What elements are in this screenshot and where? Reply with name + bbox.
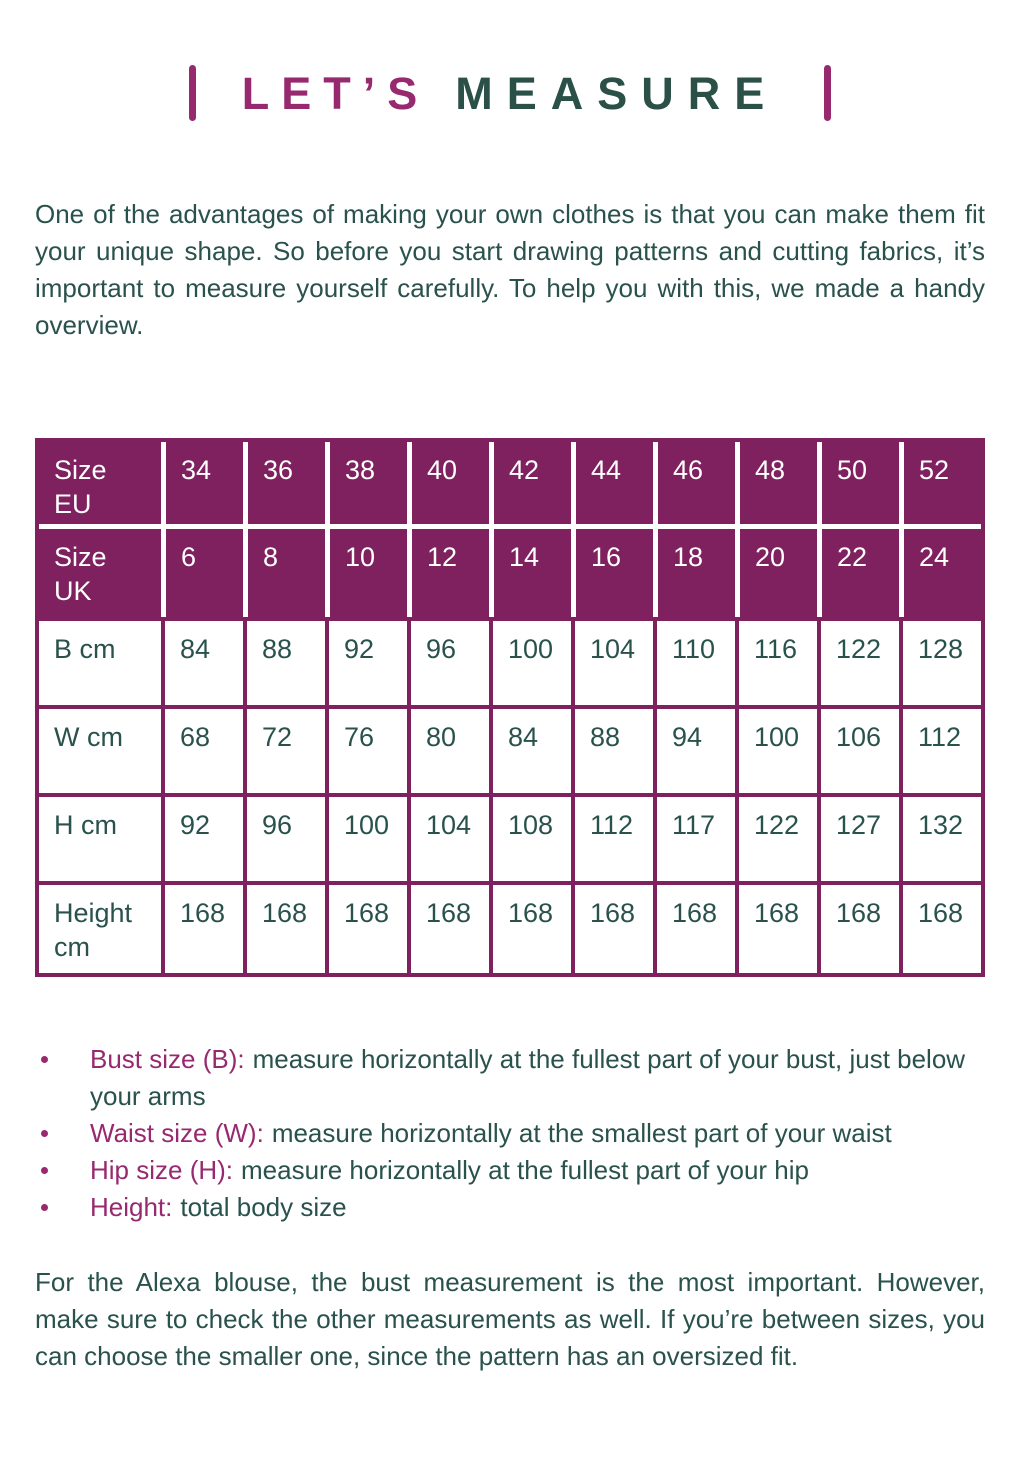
size-table	[35, 438, 985, 977]
table-cell: 106	[821, 709, 899, 793]
row-label: Size UK	[39, 529, 161, 617]
table-cell: 36	[248, 442, 325, 524]
table-cell: 168	[493, 885, 571, 973]
table-cell: 80	[411, 709, 489, 793]
table-cell: 104	[575, 621, 653, 705]
table-cell: 8	[248, 529, 325, 617]
table-cell: 168	[329, 885, 407, 973]
table-cell: 84	[493, 709, 571, 793]
table-cell: 100	[493, 621, 571, 705]
title-word-lets: LET’S	[241, 67, 430, 119]
table-cell: 116	[739, 621, 817, 705]
title-bar-right-icon	[824, 65, 831, 121]
list-item	[35, 1115, 985, 1152]
table-cell: 72	[247, 709, 325, 793]
table-cell: 52	[904, 442, 981, 524]
table-header-group	[39, 442, 981, 617]
table-cell: 76	[329, 709, 407, 793]
table-cell: 104	[411, 797, 489, 881]
table-cell: 40	[412, 442, 489, 524]
bullet-text: measure horizontally at the smallest part of your waist	[271, 1118, 892, 1148]
table-cell: 92	[165, 797, 243, 881]
table-cell: 10	[330, 529, 407, 617]
table-cell: 92	[329, 621, 407, 705]
table-cell: 108	[493, 797, 571, 881]
table-cell: 112	[575, 797, 653, 881]
table-cell: 14	[494, 529, 571, 617]
table-cell: 22	[822, 529, 899, 617]
table-row	[39, 709, 981, 793]
table-cell: 20	[740, 529, 817, 617]
list-item	[35, 1189, 985, 1226]
table-cell: 94	[657, 709, 735, 793]
title-word-measure: MEASURE	[455, 67, 779, 119]
bullet-dot	[41, 1056, 48, 1063]
table-cell: 44	[576, 442, 653, 524]
table-cell: 6	[166, 529, 243, 617]
table-cell: 168	[903, 885, 981, 973]
table-cell: 16	[576, 529, 653, 617]
table-cell: 24	[904, 529, 981, 617]
table-cell: 48	[740, 442, 817, 524]
table-cell: 68	[165, 709, 243, 793]
table-row	[39, 797, 981, 881]
table-cell: 42	[494, 442, 571, 524]
table-cell: 100	[739, 709, 817, 793]
title-bar-left-icon	[189, 65, 196, 121]
row-label: H cm	[39, 797, 161, 881]
table-cell: 88	[247, 621, 325, 705]
row-label: Height cm	[39, 885, 161, 973]
table-cell: 168	[821, 885, 899, 973]
table-cell: 122	[821, 621, 899, 705]
table-cell: 168	[165, 885, 243, 973]
bullet-text: measure horizontally at the fullest part of your bust, just below your arms	[90, 1044, 966, 1111]
table-cell: 168	[657, 885, 735, 973]
bullet-lead: Waist size (W):	[90, 1118, 264, 1148]
intro-paragraph: One of the advantages of making your own clothes is that you can make them fit your unique shape. So before you start drawing patterns and cutting fabrics, it’s important to measure yourself carefully. To help you with this, we made a handy overview.	[35, 199, 985, 340]
page-title-text	[241, 67, 779, 119]
row-label: B cm	[39, 621, 161, 705]
page	[0, 60, 1020, 1473]
measurement-list	[35, 1041, 985, 1226]
table-cell: 38	[330, 442, 407, 524]
bullet-dot	[41, 1167, 48, 1174]
table-row	[39, 621, 981, 705]
page-title	[35, 60, 985, 126]
bullet-text: measure horizontally at the fullest part of your hip	[241, 1155, 809, 1185]
table-cell: 168	[247, 885, 325, 973]
table-cell: 96	[411, 621, 489, 705]
table-cell: 128	[903, 621, 981, 705]
table-cell: 18	[658, 529, 735, 617]
table-cell: 110	[657, 621, 735, 705]
table-cell: 168	[411, 885, 489, 973]
bullet-text: total body size	[180, 1192, 347, 1222]
table-cell: 132	[903, 797, 981, 881]
table-cell: 100	[329, 797, 407, 881]
table-header-row	[39, 529, 981, 617]
table-cell: 127	[821, 797, 899, 881]
bullet-lead: Height:	[90, 1192, 173, 1222]
bullet-lead: Hip size (H):	[90, 1155, 234, 1185]
table-header-row	[39, 442, 981, 524]
list-item	[35, 1152, 985, 1189]
table-cell: 12	[412, 529, 489, 617]
table-cell: 122	[739, 797, 817, 881]
bullet-dot	[41, 1204, 48, 1211]
list-item	[35, 1041, 985, 1115]
bullet-lead: Bust size (B):	[90, 1044, 245, 1074]
row-label: Size EU	[39, 442, 161, 524]
table-cell: 84	[165, 621, 243, 705]
table-cell: 34	[166, 442, 243, 524]
table-cell: 50	[822, 442, 899, 524]
row-label: W cm	[39, 709, 161, 793]
table-cell: 168	[575, 885, 653, 973]
table-cell: 88	[575, 709, 653, 793]
table-cell: 117	[657, 797, 735, 881]
closing-paragraph: For the Alexa blouse, the bust measurement is the most important. However, make sure to check the other measurements as well. If you’re between sizes, you can choose the smaller one, since the pattern has an oversized fit.	[35, 1267, 985, 1371]
bullet-dot	[41, 1130, 48, 1137]
table-cell: 96	[247, 797, 325, 881]
table-row	[39, 885, 981, 973]
table-cell: 168	[739, 885, 817, 973]
table-cell: 46	[658, 442, 735, 524]
table-cell: 112	[903, 709, 981, 793]
